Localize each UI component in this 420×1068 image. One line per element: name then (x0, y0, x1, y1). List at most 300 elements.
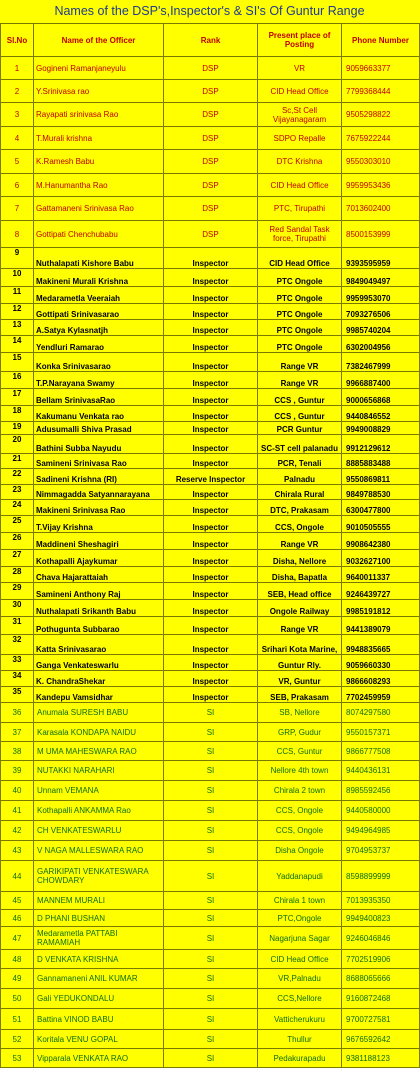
cell-rank: Inspector (164, 533, 258, 550)
cell-phone: 9032627100 (342, 550, 420, 567)
cell-sl-no: 8 (1, 221, 34, 248)
cell-posting: CID Head Office (258, 248, 342, 269)
table-row (1, 469, 420, 485)
table-row (1, 841, 420, 861)
cell-posting: Disha, Bapatla (258, 567, 342, 583)
table-row (1, 742, 420, 761)
table-row (1, 336, 420, 353)
cell-officer-name: Gannamaneni ANIL KUMAR (34, 969, 164, 989)
table-row (1, 550, 420, 567)
cell-sl-no: 44 (1, 861, 34, 892)
cell-officer-name: Gottipati Chenchubabu (34, 221, 164, 248)
cell-rank: SI (164, 1049, 258, 1068)
cell-rank: SI (164, 801, 258, 821)
cell-officer-name: Samineni Anthony Raj (34, 583, 164, 600)
header-officer-name: Name of the Officer (34, 24, 164, 57)
cell-posting: Ongole Railway (258, 600, 342, 617)
cell-sl-no: 3 (1, 103, 34, 127)
cell-posting: DTC, Prakasam (258, 500, 342, 516)
cell-rank: SI (164, 989, 258, 1009)
table-row (1, 80, 420, 103)
cell-posting: PTC Ongole (258, 336, 342, 353)
cell-phone: 8885883488 (342, 454, 420, 469)
cell-sl-no: 46 (1, 910, 34, 927)
cell-rank: SI (164, 892, 258, 910)
cell-sl-no: 26 (1, 533, 34, 550)
cell-officer-name: Koritala VENU GOPAL (34, 1030, 164, 1049)
cell-posting: SC-ST cell palanadu (258, 435, 342, 454)
header-phone: Phone Number (342, 24, 420, 57)
cell-phone: 9246439727 (342, 583, 420, 600)
table-row (1, 454, 420, 469)
cell-officer-name: Y.Srinivasa rao (34, 80, 164, 103)
cell-officer-name: Gali YEDUKONDALU (34, 989, 164, 1009)
cell-sl-no: 31 (1, 617, 34, 635)
cell-posting: Yaddanapudi (258, 861, 342, 892)
table-row (1, 950, 420, 969)
table-row (1, 150, 420, 174)
table-row (1, 723, 420, 742)
cell-officer-name: Nuthalapati Kishore Babu (34, 248, 164, 269)
cell-rank: Inspector (164, 617, 258, 635)
cell-officer-name: Samineni Srinivasa Rao (34, 454, 164, 469)
cell-rank: DSP (164, 197, 258, 221)
cell-phone: 7013602400 (342, 197, 420, 221)
cell-posting: Sc,St Cell Vijayanagaram (258, 103, 342, 127)
cell-officer-name: Sadineni Krishna (RI) (34, 469, 164, 485)
cell-officer-name: GARIKIPATI VENKATESWARA CHOWDARY (34, 861, 164, 892)
table-row (1, 1030, 420, 1049)
cell-posting: Palnadu (258, 469, 342, 485)
cell-officer-name: Nuthalapati Srikanth Babu (34, 600, 164, 617)
cell-rank: SI (164, 861, 258, 892)
cell-sl-no: 9 (1, 248, 34, 269)
cell-officer-name: Gogineni Ramanjaneyulu (34, 57, 164, 80)
cell-rank: DSP (164, 80, 258, 103)
cell-sl-no: 53 (1, 1049, 34, 1068)
cell-posting: Disha, Nellore (258, 550, 342, 567)
cell-officer-name: Kakumanu Venkata rao (34, 406, 164, 422)
table-row (1, 353, 420, 372)
cell-rank: Inspector (164, 304, 258, 320)
cell-officer-name: Katta Srinivasarao (34, 635, 164, 655)
cell-phone: 9440436131 (342, 761, 420, 781)
table-row (1, 1049, 420, 1068)
cell-officer-name: Bathini Subba Nayudu (34, 435, 164, 454)
cell-rank: Inspector (164, 485, 258, 500)
cell-rank: SI (164, 761, 258, 781)
cell-rank: DSP (164, 174, 258, 197)
cell-phone: 9000656868 (342, 389, 420, 406)
cell-sl-no: 24 (1, 500, 34, 516)
cell-posting: CCS, Ongole (258, 801, 342, 821)
cell-sl-no: 19 (1, 422, 34, 435)
table-row (1, 583, 420, 600)
cell-officer-name: V NAGA MALLESWARA RAO (34, 841, 164, 861)
cell-rank: Inspector (164, 287, 258, 304)
cell-rank: DSP (164, 127, 258, 150)
cell-officer-name: D PHANI BUSHAN (34, 910, 164, 927)
cell-officer-name: Rayapati srinivasa Rao (34, 103, 164, 127)
cell-sl-no: 39 (1, 761, 34, 781)
table-row (1, 892, 420, 910)
cell-officer-name: Kandepu Vamsidhar (34, 687, 164, 703)
cell-posting: SB, Nellore (258, 703, 342, 723)
cell-posting: CCS,Nellore (258, 989, 342, 1009)
cell-rank: Inspector (164, 635, 258, 655)
cell-sl-no: 15 (1, 353, 34, 372)
table-row (1, 687, 420, 703)
cell-rank: Inspector (164, 687, 258, 703)
table-row (1, 320, 420, 336)
cell-phone: 9505298822 (342, 103, 420, 127)
cell-phone: 9849788530 (342, 485, 420, 500)
cell-rank: SI (164, 927, 258, 950)
cell-officer-name: M UMA MAHESWARA RAO (34, 742, 164, 761)
cell-sl-no: 37 (1, 723, 34, 742)
cell-posting: PTC, Tirupathi (258, 197, 342, 221)
cell-posting: PTC Ongole (258, 287, 342, 304)
cell-phone: 9700727581 (342, 1009, 420, 1030)
cell-sl-no: 28 (1, 567, 34, 583)
cell-phone: 7799368444 (342, 80, 420, 103)
cell-rank: SI (164, 841, 258, 861)
cell-sl-no: 12 (1, 304, 34, 320)
cell-phone: 9959953436 (342, 174, 420, 197)
cell-sl-no: 27 (1, 550, 34, 567)
cell-phone: 7382467999 (342, 353, 420, 372)
cell-sl-no: 17 (1, 389, 34, 406)
table-row (1, 197, 420, 221)
cell-rank: Inspector (164, 671, 258, 687)
table-row (1, 635, 420, 655)
cell-posting: Thullur (258, 1030, 342, 1049)
cell-phone: 8688065666 (342, 969, 420, 989)
table-row (1, 910, 420, 927)
cell-phone: 9393595959 (342, 248, 420, 269)
cell-rank: DSP (164, 57, 258, 80)
cell-rank: SI (164, 910, 258, 927)
cell-posting: Nellore 4th town (258, 761, 342, 781)
cell-sl-no: 4 (1, 127, 34, 150)
cell-rank: Inspector (164, 389, 258, 406)
cell-sl-no: 7 (1, 197, 34, 221)
header-sl-no: Sl.No (1, 24, 34, 57)
cell-phone: 7702459959 (342, 687, 420, 703)
cell-posting: CID Head Office (258, 950, 342, 969)
cell-rank: SI (164, 821, 258, 841)
cell-sl-no: 36 (1, 703, 34, 723)
cell-phone: 9966887400 (342, 372, 420, 389)
cell-officer-name: Nimmagadda Satyannarayana (34, 485, 164, 500)
cell-officer-name: Maddineni Sheshagiri (34, 533, 164, 550)
cell-sl-no: 13 (1, 320, 34, 336)
cell-rank: DSP (164, 103, 258, 127)
cell-posting: SDPO Repalle (258, 127, 342, 150)
cell-phone: 9866777508 (342, 742, 420, 761)
cell-posting: Guntur Rly. (258, 655, 342, 671)
cell-officer-name: Vipparala VENKATA RAO (34, 1049, 164, 1068)
table-row (1, 304, 420, 320)
table-row (1, 269, 420, 287)
table-row (1, 617, 420, 635)
cell-officer-name: Gattamaneni Srinivasa Rao (34, 197, 164, 221)
cell-sl-no: 51 (1, 1009, 34, 1030)
cell-rank: DSP (164, 150, 258, 174)
table-row (1, 989, 420, 1009)
cell-posting: CCS, Ongole (258, 821, 342, 841)
cell-phone: 9381188123 (342, 1049, 420, 1068)
cell-rank: SI (164, 950, 258, 969)
cell-posting: CID Head Office (258, 80, 342, 103)
cell-sl-no: 32 (1, 635, 34, 655)
cell-rank: Inspector (164, 320, 258, 336)
cell-phone: 7675922244 (342, 127, 420, 150)
table-row (1, 406, 420, 422)
table-row (1, 57, 420, 80)
cell-officer-name: K. ChandraShekar (34, 671, 164, 687)
cell-sl-no: 45 (1, 892, 34, 910)
cell-phone: 9676592642 (342, 1030, 420, 1049)
cell-posting: Red Sandal Task force, Tirupathi (258, 221, 342, 248)
header-rank: Rank (164, 24, 258, 57)
cell-phone: 9550869811 (342, 469, 420, 485)
cell-posting: SEB, Head office (258, 583, 342, 600)
cell-officer-name: Adusumalli Shiva Prasad (34, 422, 164, 435)
cell-phone: 9908642380 (342, 533, 420, 550)
table-row (1, 248, 420, 269)
cell-officer-name: Medarametla Veeraiah (34, 287, 164, 304)
cell-phone: 9010505555 (342, 516, 420, 533)
cell-sl-no: 48 (1, 950, 34, 969)
cell-posting: Nagarjuna Sagar (258, 927, 342, 950)
table-row (1, 969, 420, 989)
table-row (1, 516, 420, 533)
cell-posting: PTC Ongole (258, 304, 342, 320)
cell-rank: Inspector (164, 372, 258, 389)
table-row (1, 422, 420, 435)
cell-sl-no: 11 (1, 287, 34, 304)
header-posting: Present place of Posting (258, 24, 342, 57)
cell-phone: 7093276506 (342, 304, 420, 320)
cell-sl-no: 35 (1, 687, 34, 703)
cell-officer-name: Karasala KONDAPA NAIDU (34, 723, 164, 742)
cell-rank: Inspector (164, 454, 258, 469)
cell-officer-name: Bellam SrinivasaRao (34, 389, 164, 406)
page-title: Names of the DSP's,Inspector's & SI's Of Guntur Range (54, 4, 365, 18)
cell-phone: 9246046846 (342, 927, 420, 950)
cell-sl-no: 42 (1, 821, 34, 841)
cell-sl-no: 33 (1, 655, 34, 671)
cell-posting: Range VR (258, 533, 342, 550)
cell-sl-no: 41 (1, 801, 34, 821)
cell-sl-no: 29 (1, 583, 34, 600)
cell-posting: SEB, Prakasam (258, 687, 342, 703)
table-row (1, 287, 420, 304)
cell-posting: PCR Guntur (258, 422, 342, 435)
cell-phone: 9440846552 (342, 406, 420, 422)
table-row (1, 221, 420, 248)
table-row (1, 821, 420, 841)
cell-posting: CID Head Office (258, 174, 342, 197)
cell-phone: 9948835665 (342, 635, 420, 655)
cell-sl-no: 6 (1, 174, 34, 197)
cell-phone: 9704953737 (342, 841, 420, 861)
cell-posting: Range VR (258, 372, 342, 389)
cell-phone: 9550157371 (342, 723, 420, 742)
cell-posting: PCR, Tenali (258, 454, 342, 469)
table-header-row (1, 24, 420, 57)
cell-phone: 9550303010 (342, 150, 420, 174)
cell-officer-name: Ganga Venkateswarlu (34, 655, 164, 671)
cell-sl-no: 22 (1, 469, 34, 485)
cell-posting: CCS , Guntur (258, 389, 342, 406)
cell-rank: SI (164, 969, 258, 989)
cell-posting: PTC Ongole (258, 320, 342, 336)
cell-posting: VR,Palnadu (258, 969, 342, 989)
table-row (1, 435, 420, 454)
cell-rank: SI (164, 1030, 258, 1049)
cell-posting: VR, Guntur (258, 671, 342, 687)
cell-posting: Srihari Kota Marine, (258, 635, 342, 655)
cell-sl-no: 34 (1, 671, 34, 687)
cell-phone: 7702519906 (342, 950, 420, 969)
cell-officer-name: Chava Hajarattaiah (34, 567, 164, 583)
cell-phone: 8598899999 (342, 861, 420, 892)
cell-sl-no: 10 (1, 269, 34, 287)
cell-posting: CCS , Guntur (258, 406, 342, 422)
table-row (1, 927, 420, 950)
cell-officer-name: K.Ramesh Babu (34, 150, 164, 174)
cell-officer-name: Unnam VEMANA (34, 781, 164, 801)
table-row (1, 174, 420, 197)
table-row (1, 600, 420, 617)
table-row (1, 781, 420, 801)
cell-rank: SI (164, 723, 258, 742)
cell-officer-name: Anumala SURESH BABU (34, 703, 164, 723)
cell-officer-name: Gottipati Srinivasarao (34, 304, 164, 320)
cell-sl-no: 30 (1, 600, 34, 617)
cell-officer-name: Konka Srinivasarao (34, 353, 164, 372)
cell-phone: 6300477800 (342, 500, 420, 516)
table-row (1, 485, 420, 500)
cell-sl-no: 25 (1, 516, 34, 533)
cell-phone: 9059663377 (342, 57, 420, 80)
cell-sl-no: 16 (1, 372, 34, 389)
cell-posting: CCS, Ongole (258, 516, 342, 533)
cell-sl-no: 5 (1, 150, 34, 174)
cell-rank: Inspector (164, 550, 258, 567)
table-row (1, 533, 420, 550)
table-row (1, 861, 420, 892)
cell-posting: GRP, Gudur (258, 723, 342, 742)
cell-rank: Inspector (164, 248, 258, 269)
cell-phone: 7013935350 (342, 892, 420, 910)
cell-phone: 6302004956 (342, 336, 420, 353)
cell-posting: Chirala Rural (258, 485, 342, 500)
table-row (1, 127, 420, 150)
cell-rank: Inspector (164, 353, 258, 372)
cell-officer-name: Pothugunta Subbarao (34, 617, 164, 635)
cell-officer-name: Kothapalli Ajaykumar (34, 550, 164, 567)
cell-phone: 9160872468 (342, 989, 420, 1009)
cell-posting: Chirala 2 town (258, 781, 342, 801)
cell-posting: Chirala 1 town (258, 892, 342, 910)
cell-rank: Reserve Inspector (164, 469, 258, 485)
cell-posting: VR (258, 57, 342, 80)
cell-officer-name: Yendluri Ramarao (34, 336, 164, 353)
officers-table (0, 23, 420, 1068)
cell-phone: 9866608293 (342, 671, 420, 687)
cell-officer-name: D VENKATA KRISHNA (34, 950, 164, 969)
cell-rank: Inspector (164, 567, 258, 583)
table-body (1, 57, 420, 1068)
cell-sl-no: 40 (1, 781, 34, 801)
cell-phone: 8074297580 (342, 703, 420, 723)
cell-rank: SI (164, 781, 258, 801)
table-row (1, 500, 420, 516)
cell-rank: Inspector (164, 500, 258, 516)
table-row (1, 655, 420, 671)
table-row (1, 372, 420, 389)
cell-rank: SI (164, 1009, 258, 1030)
cell-phone: 9959953070 (342, 287, 420, 304)
cell-rank: Inspector (164, 516, 258, 533)
table-row (1, 801, 420, 821)
cell-rank: Inspector (164, 406, 258, 422)
cell-rank: Inspector (164, 336, 258, 353)
cell-phone: 9949008829 (342, 422, 420, 435)
cell-rank: Inspector (164, 422, 258, 435)
cell-posting: Range VR (258, 617, 342, 635)
cell-sl-no: 23 (1, 485, 34, 500)
cell-officer-name: M.Hanumantha Rao (34, 174, 164, 197)
cell-posting: PTC Ongole (258, 269, 342, 287)
table-row (1, 1009, 420, 1030)
cell-sl-no: 47 (1, 927, 34, 950)
cell-sl-no: 21 (1, 454, 34, 469)
cell-sl-no: 43 (1, 841, 34, 861)
cell-rank: Inspector (164, 583, 258, 600)
cell-posting: CCS, Guntur (258, 742, 342, 761)
table-row (1, 103, 420, 127)
table-row (1, 567, 420, 583)
cell-officer-name: Kothapalli ANKAMMA Rao (34, 801, 164, 821)
cell-rank: Inspector (164, 600, 258, 617)
cell-phone: 9949400823 (342, 910, 420, 927)
cell-rank: DSP (164, 221, 258, 248)
cell-sl-no: 50 (1, 989, 34, 1009)
cell-sl-no: 1 (1, 57, 34, 80)
table-row (1, 761, 420, 781)
cell-phone: 8500153999 (342, 221, 420, 248)
cell-sl-no: 18 (1, 406, 34, 422)
cell-phone: 9985740204 (342, 320, 420, 336)
cell-sl-no: 20 (1, 435, 34, 454)
cell-posting: Range VR (258, 353, 342, 372)
cell-phone: 9440580000 (342, 801, 420, 821)
cell-officer-name: Medarametla PATTABI RAMAMIAH (34, 927, 164, 950)
cell-officer-name: NUTAKKI NARAHARI (34, 761, 164, 781)
cell-phone: 8985592456 (342, 781, 420, 801)
cell-posting: Pedakurapadu (258, 1049, 342, 1068)
table-row (1, 671, 420, 687)
cell-sl-no: 2 (1, 80, 34, 103)
cell-officer-name: T.Murali krishna (34, 127, 164, 150)
cell-sl-no: 14 (1, 336, 34, 353)
cell-officer-name: T.P.Narayana Swamy (34, 372, 164, 389)
cell-sl-no: 38 (1, 742, 34, 761)
